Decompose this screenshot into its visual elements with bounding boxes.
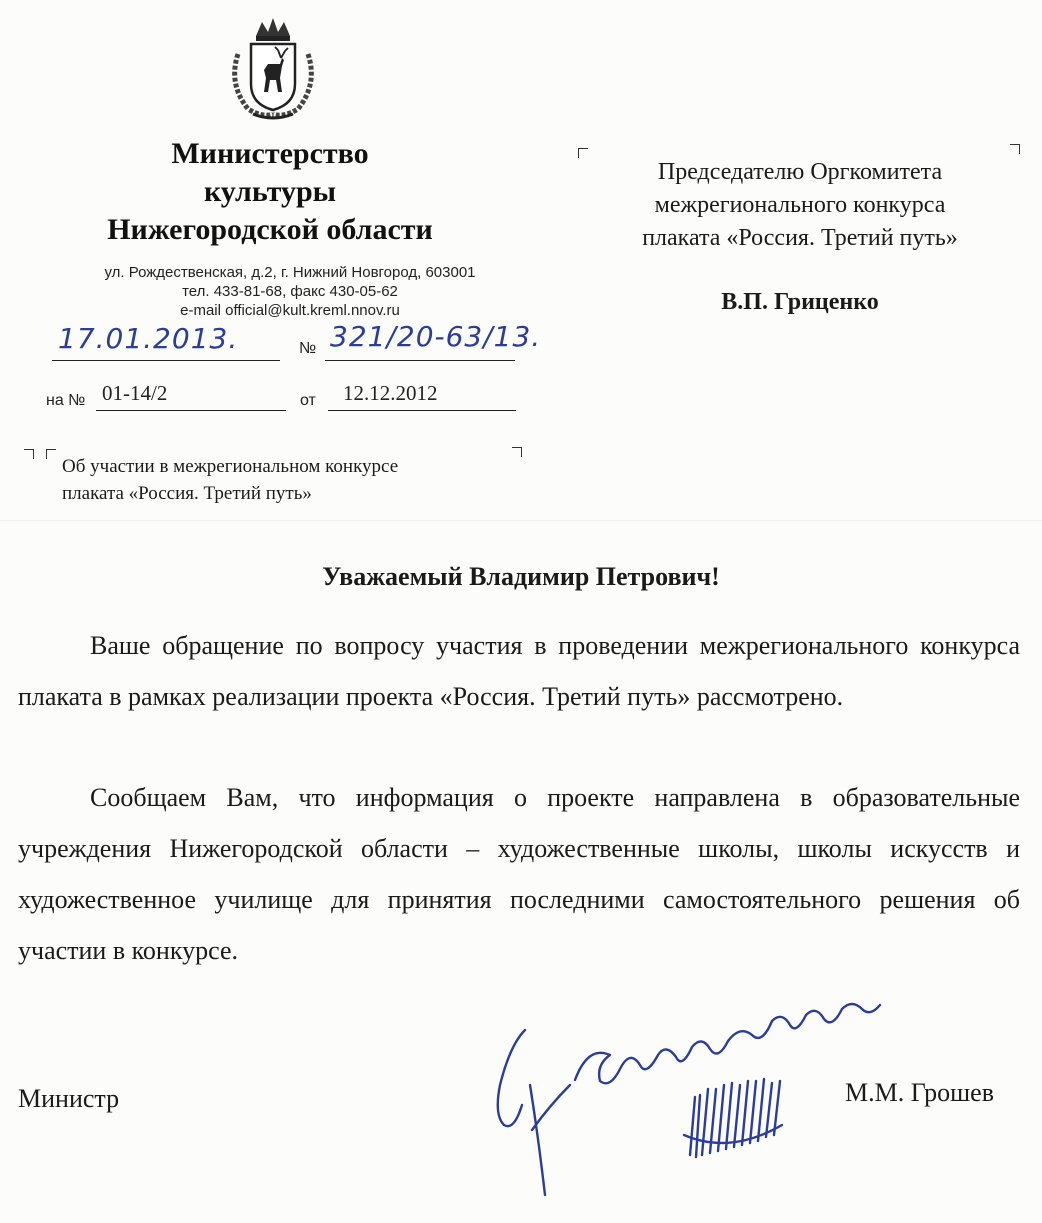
addressee-corner-right (1010, 144, 1020, 154)
handwritten-signature (470, 985, 890, 1205)
reply-to-label: на № (46, 392, 86, 409)
addressee-line-2: межрегионального конкурса (654, 192, 946, 218)
addressee-name: В.П. Гриценко (721, 289, 879, 315)
subject-corner-left-outer (24, 449, 34, 459)
subject-corner-left-inner (46, 449, 56, 459)
reply-date: 12.12.2012 (343, 381, 438, 405)
reply-to-number: 01-14/2 (102, 381, 168, 405)
page-fold (0, 520, 1042, 521)
signer-title: Министр (18, 1084, 120, 1113)
subject-corner-right (512, 447, 522, 457)
ministry-email: e-mail official@kult.kreml.nnov.ru (180, 302, 400, 319)
ministry-address: ул. Рождественская, д.2, г. Нижний Новгород, 603001 (104, 264, 476, 281)
date-underline (52, 360, 280, 361)
number-label: № (299, 340, 317, 357)
coat-of-arms-icon (218, 14, 328, 124)
ministry-phone-fax: тел. 433-81-68, факс 430-05-62 (182, 283, 398, 300)
addressee-line-3: плаката «Россия. Третий путь» (642, 225, 958, 251)
greeting: Уважаемый Владимир Петрович! (322, 562, 720, 591)
subject-line-2: плаката «Россия. Третий путь» (62, 483, 312, 504)
signer-name: М.М. Грошев (845, 1078, 994, 1107)
body-paragraph-1: Ваше обращение по вопросу участия в проведении межрегионального конкурса плаката в рамках реализации проекта «Россия. Третий путь» рассмотрено. (18, 631, 1020, 711)
subject-line-1: Об участии в межрегиональном конкурсе (62, 456, 399, 477)
outgoing-date-handwritten: 17.01.2013. (58, 322, 239, 355)
outgoing-number-handwritten: 321/20-63/13. (330, 320, 542, 353)
addressee-line-1: Председателю Оргкомитета (657, 159, 943, 185)
ministry-name-line-2: культуры (203, 175, 337, 208)
ministry-name-line-1: Министерство (171, 137, 369, 170)
reply-date-label: от (300, 392, 316, 409)
number-underline (325, 360, 515, 361)
reply-to-underline (96, 410, 286, 411)
ministry-name-line-3: Нижегородской области (107, 213, 433, 246)
body-paragraph-2: Сообщаем Вам, что информация о проекте направлена в образовательные учреждения Нижегородской области – художественные школы, школы искусств и художественное училище для принятия последними самостоятельного решения об участии в конкурсе. (18, 783, 1020, 965)
reply-date-underline (328, 410, 516, 411)
